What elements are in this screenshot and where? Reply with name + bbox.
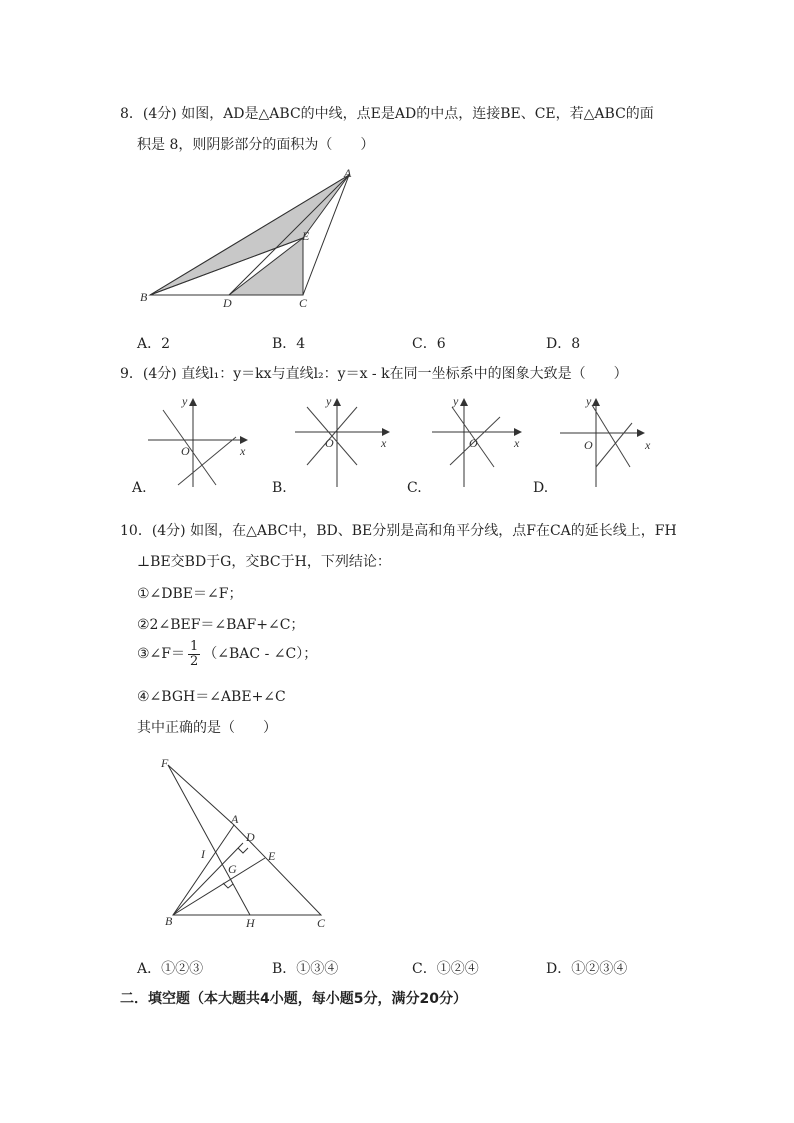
- q10-option-b[interactable]: B．①③④: [272, 961, 339, 977]
- q10-label-i: I: [201, 847, 205, 861]
- q9-option-a[interactable]: A.: [132, 480, 147, 496]
- q10-c3-numerator: 1: [190, 639, 199, 654]
- q10-ask: 其中正确的是（ ）: [137, 720, 277, 736]
- q10-right-angle-d: [238, 848, 248, 853]
- q8-figure: [135, 165, 375, 315]
- q9d-y-label: y: [586, 395, 592, 408]
- q9-graph-c: [432, 395, 542, 490]
- q9b-x-label: x: [381, 436, 387, 450]
- q10-conclusion-4: ④∠BGH＝∠ABE+∠C: [137, 689, 286, 705]
- q8-label-e: E: [302, 229, 310, 243]
- q10-label-a: A: [231, 812, 239, 826]
- q10-c3-suffix: （∠BAC - ∠C）；: [203, 646, 318, 663]
- q10-line-be: [173, 858, 265, 915]
- q9a-y-label: y: [182, 395, 188, 408]
- q10-option-c[interactable]: C．①②④: [412, 961, 479, 977]
- q8-stem-line1: 8．(4分) 如图，AD是△ABC的中线，点E是AD的中点，连接BE、CE，若△ABC的面: [120, 106, 654, 122]
- q10-c3-denominator: 2: [190, 653, 199, 669]
- section-2-heading: 二．填空题（本大题共4小题，每小题5分，满分20分）: [120, 991, 467, 1007]
- q10-stem-line2: ⊥BE交BD于G，交BC于H，下列结论：: [137, 554, 391, 570]
- q9-stem: 9．(4分) 直线l₁：y＝kx与直线l₂：y＝x - k在同一坐标系中的图象大致是（ ）: [120, 366, 628, 382]
- q9d-x-label: x: [645, 438, 651, 452]
- q9c-y-label: y: [453, 395, 459, 408]
- q10-label-g: G: [228, 862, 237, 876]
- q9d-origin: O: [584, 438, 593, 452]
- q9a-x-label: x: [240, 444, 246, 458]
- q10-right-angle-g: [223, 883, 233, 888]
- q9b-origin: O: [325, 436, 334, 450]
- q9c-origin: O: [469, 436, 478, 450]
- q9-option-b[interactable]: B.: [272, 480, 287, 496]
- q10-label-e: E: [268, 849, 276, 863]
- q9-graph-d: [560, 395, 670, 490]
- q8-stem-line2: 积是 8，则阴影部分的面积为（ ）: [137, 137, 375, 153]
- q8-label-c: C: [299, 296, 308, 310]
- q10-line-fa: [168, 765, 234, 825]
- q10-conclusion-2: ②2∠BEF＝∠BAF+∠C；: [137, 617, 305, 633]
- q8-option-b[interactable]: B．4: [272, 336, 306, 352]
- q8-triangle-abc: [150, 175, 349, 295]
- q10-stem-line1: 10．(4分) 如图，在△ABC中，BD、BE分别是高和角平分线，点F在CA的延长线上，FH: [120, 523, 677, 539]
- q9d-line2: [596, 423, 632, 467]
- q10-c3-prefix: ③∠F＝: [137, 646, 185, 663]
- q10-label-f: F: [161, 756, 169, 770]
- q8-label-d: D: [223, 296, 232, 310]
- q9-option-c[interactable]: C.: [407, 480, 422, 496]
- q9c-x-label: x: [514, 436, 520, 450]
- q8-label-a: A: [344, 166, 352, 180]
- q10-label-c: C: [317, 916, 326, 930]
- q10-option-a[interactable]: A．①②③: [137, 961, 204, 977]
- q8-option-c[interactable]: C．6: [412, 336, 446, 352]
- q9-graph-a: [148, 395, 258, 490]
- q10-option-d[interactable]: D．①②③④: [546, 961, 628, 977]
- q10-label-b: B: [165, 914, 173, 928]
- q8-option-d[interactable]: D．8: [546, 336, 581, 352]
- q10-line-bd: [173, 843, 243, 915]
- q9d-line1: [592, 405, 630, 467]
- q10-figure: [155, 755, 345, 935]
- q10-label-h: H: [246, 916, 255, 930]
- q10-c3-fraction: [188, 640, 200, 668]
- q9-graph-b: [295, 395, 405, 490]
- q8-option-a[interactable]: A．2: [137, 336, 171, 352]
- q10-conclusion-3: [137, 640, 317, 668]
- q9a-origin: O: [181, 444, 190, 458]
- q9b-y-label: y: [326, 395, 332, 408]
- q8-label-b: B: [140, 290, 148, 304]
- q10-label-d: D: [246, 830, 255, 844]
- q9-option-d[interactable]: D.: [533, 480, 549, 496]
- q10-conclusion-1: ①∠DBE＝∠F；: [137, 586, 243, 602]
